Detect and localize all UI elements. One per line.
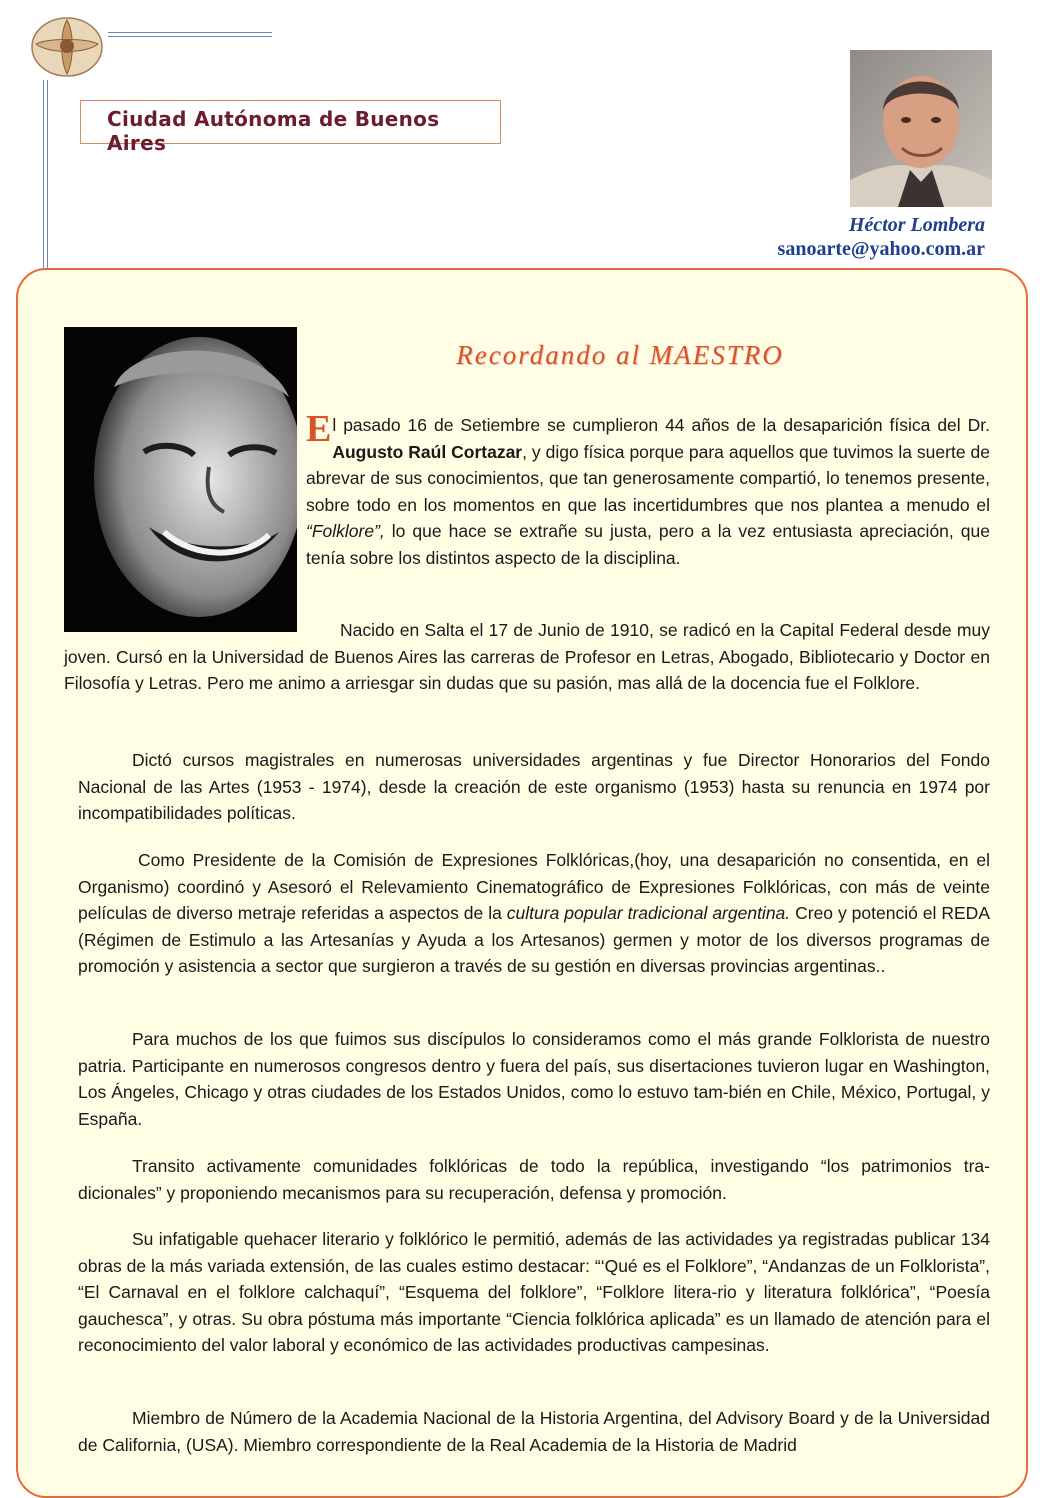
paragraph-4 [78,847,990,980]
folklore-term: “Folklore”, [306,521,385,542]
city-label: Ciudad Autónoma de Buenos Aires [80,100,501,144]
shell-logo [30,14,104,78]
side-rule [47,80,48,290]
author-email[interactable]: sanoarte@yahoo.com.ar [777,238,985,260]
paragraph-3: Dictó cursos magistrales en numerosas universidades argentinas y fue Director Honorarios del Fondo Nacional de las Artes (1953 - 1974), desde la creación de este organismo (1953) hasta su renuncia en 1974 por incompatibilidades políticas. [78,750,990,824]
paragraph-text: lo que hace se extrañe su justa, pero a la vez entusiasta apreciación, que tenía sobre los distintos aspecto de la disciplina. [306,521,990,568]
italic-phrase: cultura popular tradicional argentina. [506,903,791,924]
paragraph-1 [306,408,990,572]
paragraph-2: Nacido en Salta el 17 de Junio de 1910, se radicó en la Capital Federal desde muy joven. Cursó en la Universidad de Buenos Aires las carreras de Profesor en Letras, Abogado, Bibliotecario y Doctor en Filosofía y Letras. Pero me animo a arriesgar sin dudas que su pasión, mas allá de la docencia fue el Folklore. [64,620,990,694]
author-photo [850,50,992,207]
maestro-photo [64,327,297,632]
paragraph-5: Para muchos de los que fuimos sus discípulos lo consideramos como el más grande Folklorista de nuestro patria. Participante en numerosos congresos dentro y fuera del país, sus disertaciones tuvieron lugar en Washington, Los Ángeles, Chicago y otras ciudades de los Estados Unidos, como lo estuvo tam-bién en Chile, México, Portugal, y España. [78,1029,990,1129]
side-rule [43,80,44,290]
author-name: Héctor Lombera [848,214,985,236]
paragraph-text: l pasado 16 de Setiembre se cumplieron 44 años de la desaparición física del Dr. [332,415,990,435]
header-rule [108,36,272,37]
header-rule [108,32,272,33]
paragraph-text: , y digo física porque para aquellos que tuvimos la suerte de abrevar de sus conocimientos, que tan generosamente compartió, lo tenemos presente, sobre todo en los momentos en que las incertidumbres que nos plantea a menudo el [306,441,990,515]
paragraph-7: Su infatigable quehacer literario y folklórico le permitió, además de las actividades ya registradas publicar 134 obras de la más variada extensión, de las cuales estimo destacar: “‘Qué es el Folklore”, “Andanzas de un Folklorista”, “El Carnaval en el folklore calchaquí”, “Esquema del folklore”, “Folklore litera-rio y literatura folklórica”, “Poesía gauchesca”, y otras. Su obra póstuma más importante “Ciencia folklórica aplicada” es un llamado de atención para el reconocimiento del valor laboral y económico de las actividades productivas campesinas. [78,1229,990,1356]
article-title: Recordando al MAESTRO [456,340,784,370]
paragraph-8: Miembro de Número de la Academia Nacional de la Historia Argentina, del Advisory Board y de la Universidad de California, (USA). Miembro correspondiente de la Real Academia de la Historia de Madrid [78,1408,990,1455]
paragraph-text: Como Presidente de la Comisión de Expresiones Folklóricas,(hoy, una desaparición no consentida, en el Organismo) coordinó y Asesoró el Relevamiento Cinematográfico de Expresiones Folklóricas, con más de veinte películas de diverso metraje referidas a aspectos de la [78,850,990,924]
paragraph-text: Creo y potenció el REDA (Régimen de Estimulo a las Artesanías y Ayuda a los Artesanos) germen y motor de los diversos programas de promoción y asistencia a sector que surgieron a través de su gestión en diversas provincias argentinas.. [78,903,990,977]
person-name: Augusto Raúl Cortazar [332,441,523,462]
paragraph-6: Transito activamente comunidades folklóricas de todo la república, investigando “los patrimonios tra-dicionales” y proponiendo mecanismos para su recuperación, defensa y promoción. [78,1156,990,1203]
drop-cap: E [306,408,332,450]
